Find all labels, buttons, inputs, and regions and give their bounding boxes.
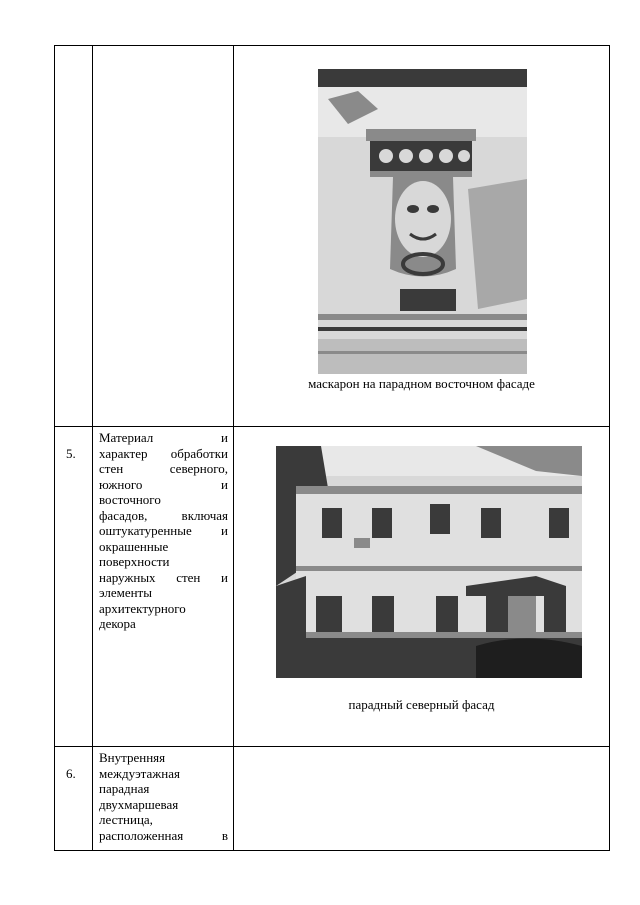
table-border-right	[609, 45, 610, 851]
desc5-line-1: Материал и	[99, 430, 228, 445]
desc5-line-3: стен северного,	[99, 461, 228, 476]
table-row-divider-2	[54, 746, 610, 747]
mascaron-photo	[318, 69, 527, 374]
table-border-top	[54, 45, 610, 46]
row-number-6: 6.	[66, 766, 76, 781]
table-border-col2	[233, 45, 234, 851]
row-description-6	[99, 750, 228, 843]
desc6-line-2: междуэтажная	[99, 765, 180, 781]
mascaron-caption: маскарон на парадном восточном фасаде	[308, 376, 535, 391]
table-border-bottom	[54, 850, 610, 851]
desc5-line-4: южного и	[99, 476, 228, 492]
desc5-line-8: окрашенные	[99, 538, 169, 554]
desc5-line-7: оштукатуренные и	[99, 523, 228, 538]
desc6-line-3: парадная	[99, 781, 150, 796]
table-row-divider-1	[54, 426, 610, 427]
row-number-5: 5.	[66, 446, 76, 461]
row-description-5	[99, 430, 228, 632]
desc5-line-11: элементы	[99, 585, 152, 600]
north-facade-caption: парадный северный фасад	[348, 697, 495, 712]
table-border-left	[54, 45, 55, 851]
desc5-line-9: поверхности	[99, 554, 170, 569]
desc5-line-5: восточного	[99, 492, 161, 507]
desc6-line-5: лестница,	[99, 812, 153, 827]
desc5-line-6: фасадов, включая	[99, 507, 228, 523]
desc5-line-13: декора	[99, 616, 136, 631]
desc5-line-12: архитектурного	[99, 600, 186, 616]
table-border-col1	[92, 45, 93, 851]
desc6-line-6: расположенная в	[99, 827, 228, 843]
north-facade-photo	[276, 446, 582, 678]
desc5-line-2: характер обработки	[99, 445, 228, 461]
desc5-line-10: наружных стен и	[99, 569, 228, 585]
desc6-line-4: двухмаршевая	[99, 796, 179, 812]
desc6-line-1: Внутренняя	[99, 750, 166, 765]
